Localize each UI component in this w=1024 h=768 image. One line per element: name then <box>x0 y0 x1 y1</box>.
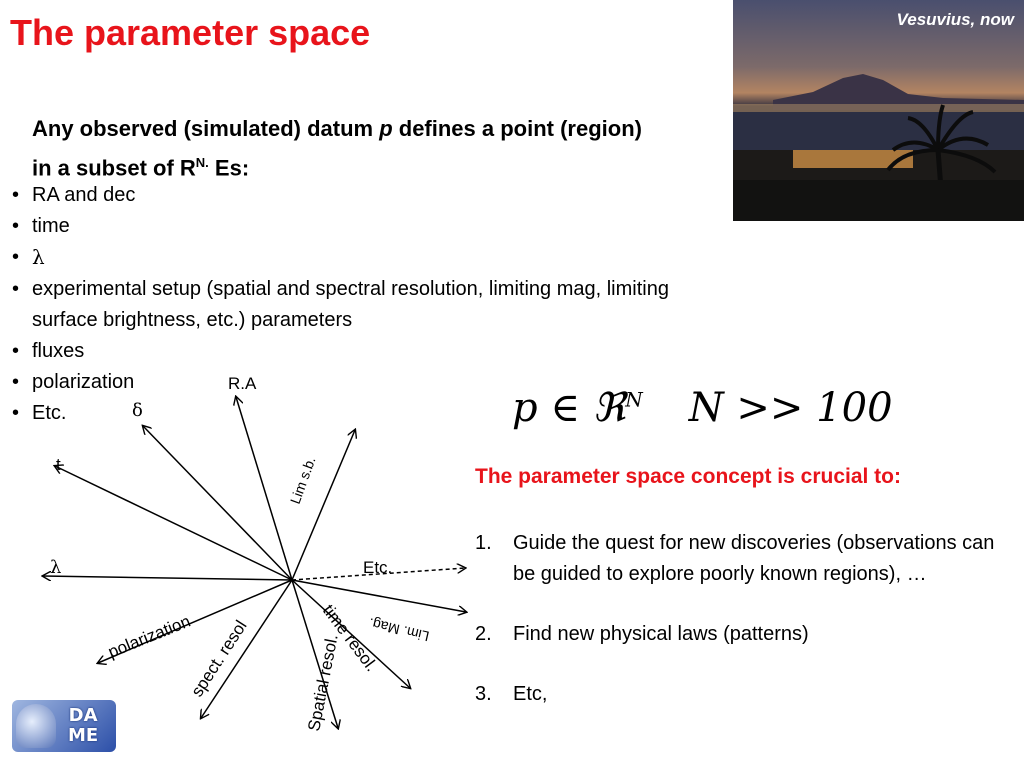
intro-line-1a: Any observed (simulated) datum <box>32 116 380 141</box>
bullet-item <box>12 211 732 242</box>
intro-line-1b: defines a point (region) <box>392 116 642 141</box>
label-ra: R.A <box>228 374 257 393</box>
concept-heading: The parameter space concept is crucial to: <box>475 465 901 488</box>
axis-time <box>55 466 292 580</box>
bullet-text: time <box>32 215 70 237</box>
bullet-dot: • <box>12 215 20 237</box>
bullet-item <box>12 180 732 211</box>
label-polarization: polarization <box>105 611 194 662</box>
label-lim-sb: Lim s.b. <box>286 454 319 507</box>
intro-text <box>32 112 732 185</box>
bullet-dot: • <box>12 246 20 268</box>
numbered-item <box>475 619 1005 650</box>
intro-line-2b: Es: <box>208 155 250 181</box>
label-time-resol: time resol. <box>318 600 382 676</box>
logo-face-icon <box>16 704 56 748</box>
label-lambda: λ <box>50 557 62 578</box>
vesuvius-photo-art <box>733 0 1024 221</box>
bullet-text: polarization <box>32 371 135 393</box>
label-spect-resol: spect. resol <box>187 616 251 701</box>
axis-lim-mag <box>292 580 466 612</box>
intro-p: p <box>379 116 393 141</box>
item-number: 2. <box>475 623 492 645</box>
numbered-item <box>475 528 1005 590</box>
axis-ra <box>236 397 292 580</box>
bullet-item <box>12 274 732 336</box>
formula-sup: N <box>625 387 643 412</box>
intro-line-1 <box>32 112 732 146</box>
bullet-text: λ <box>32 245 45 269</box>
item-text: Find new physical laws (patterns) <box>513 623 809 645</box>
bullet-dot: • <box>12 278 20 300</box>
bullet-text: Etc. <box>32 402 67 424</box>
intro-line-2a: in a subset of R <box>32 155 196 181</box>
label-t: t <box>56 455 61 474</box>
numbered-list <box>475 528 1005 739</box>
label-lim-mag: Lim. Mag. <box>367 615 431 645</box>
label-delta: δ <box>132 400 143 421</box>
axis-lambda <box>43 576 292 580</box>
logo-text <box>68 706 98 746</box>
photo-caption: Vesuvius, now <box>896 10 1014 29</box>
logo-text-1: DA <box>68 705 98 726</box>
formula <box>512 385 893 431</box>
bullet-dot: • <box>12 402 20 424</box>
numbered-item <box>475 679 1005 710</box>
bullet-dot: • <box>12 340 20 362</box>
logo-text-2: ME <box>68 725 99 746</box>
bullet-dot: • <box>12 371 20 393</box>
bullet-text: fluxes <box>32 340 85 362</box>
bullet-item <box>12 242 732 274</box>
item-number: 1. <box>475 532 492 554</box>
slide-title: The parameter space <box>10 12 371 53</box>
item-text: Guide the quest for new discoveries (observations can be guided to explore poorly known regions), … <box>513 532 995 585</box>
item-number: 3. <box>475 683 492 705</box>
bullet-text: experimental setup (spatial and spectral resolution, limiting mag, limiting surface brightness, etc.) parameters <box>32 278 669 331</box>
bullet-dot: • <box>12 184 20 206</box>
bullet-text: RA and dec <box>32 184 136 206</box>
intro-sup: N. <box>195 155 209 170</box>
item-text: Etc, <box>513 683 548 705</box>
formula-left: p ∈ ℜ <box>512 385 626 431</box>
label-spatial-resol: Spatial resol. <box>304 632 342 733</box>
label-etc: Etc. <box>363 558 393 577</box>
dame-logo <box>12 700 116 752</box>
vesuvius-photo <box>733 0 1024 221</box>
axis-delta <box>143 426 292 580</box>
formula-right: N >> 100 <box>688 385 893 431</box>
